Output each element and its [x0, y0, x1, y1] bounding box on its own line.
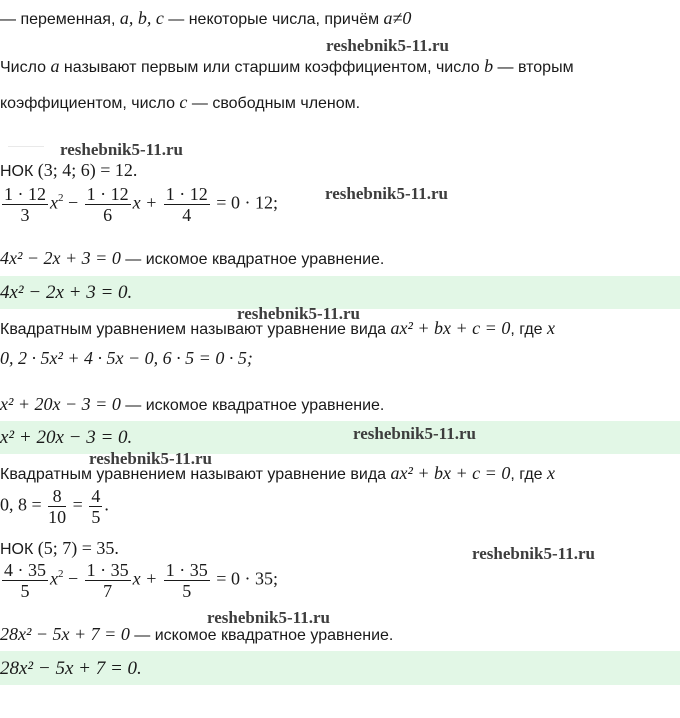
numerator: 4 — [91, 486, 101, 506]
watermark: reshebnik5-11.ru — [472, 544, 595, 563]
watermark: reshebnik5-11.ru — [207, 608, 330, 627]
text: — искомое квадратное уравнение. — [120, 397, 385, 414]
numerator: 1 · 35 — [86, 560, 129, 580]
text: Квадратным уравнением называют уравнение вида — [0, 321, 391, 338]
text: — вторым — [493, 59, 574, 76]
divider — [8, 146, 44, 147]
answer-2: x² + 20x − 3 = 0. — [0, 427, 133, 448]
equation: ax² + bx + c = 0 — [390, 318, 511, 338]
numerator: 1 · 12 — [86, 184, 129, 204]
fraction — [2, 560, 48, 601]
op: = — [72, 494, 83, 515]
result-line-3 — [0, 624, 393, 646]
text: — переменная, — [0, 11, 120, 28]
equation-2: 0, 2 · 5x² + 4 · 5x − 0, 6 · 5 = 0 · 5; — [0, 348, 253, 368]
watermark: reshebnik5-11.ru — [89, 449, 212, 468]
equation: x² + 20x − 3 = 0 — [0, 394, 121, 414]
fraction — [164, 184, 210, 225]
lcm-label: НОК — [0, 541, 34, 558]
fraction — [48, 486, 66, 527]
numerator: 1 · 35 — [165, 560, 208, 580]
condition: a≠0 — [383, 8, 412, 28]
lcm-expr: (5; 7) = 35. — [37, 538, 119, 558]
text: коэффициентом, число — [0, 95, 180, 112]
watermark: reshebnik5-11.ru — [60, 140, 183, 159]
punct: . — [104, 494, 109, 515]
text: называют первым или старшим коэффициентом, число — [59, 59, 485, 76]
result-line-2 — [0, 394, 384, 416]
result-line-1 — [0, 248, 384, 270]
decimal-conversion — [0, 486, 109, 527]
numerator: 1 · 12 — [165, 184, 208, 204]
lcm-label: НОК — [0, 163, 34, 180]
var: x + — [132, 568, 158, 589]
definition-line-2 — [0, 92, 360, 114]
var: b — [484, 56, 494, 76]
equation-3: $\frac{4 \cdot 35}{5}$ $x^2$ − $\frac{1 \cdot 35}{7}$ x + $\frac{1 \cdot 35}{5}$ = 0 · 35; — [4, 560, 278, 601]
fraction — [89, 486, 102, 527]
op: − — [68, 192, 79, 213]
numerator: 8 — [48, 486, 66, 507]
watermark: reshebnik5-11.ru — [237, 304, 360, 323]
answer-1: 4x² − 2x + 3 = 0. — [0, 282, 133, 303]
lcm-expr: (3; 4; 6) = 12. — [37, 160, 138, 180]
denominator: 10 — [48, 507, 67, 527]
text: Число — [0, 59, 51, 76]
denominator: 6 — [103, 205, 113, 225]
watermark: reshebnik5-11.ru — [326, 36, 449, 55]
definition-line — [0, 56, 574, 78]
text: — искомое квадратное уравнение. — [120, 251, 385, 268]
var: c — [179, 92, 188, 112]
lcm-line-1 — [0, 160, 137, 182]
fraction — [85, 184, 131, 225]
text: — свободным членом. — [187, 95, 361, 112]
answer-3: 28x² − 5x + 7 = 0. — [0, 658, 142, 679]
equation: ax² + bx + c = 0 — [390, 463, 511, 483]
denominator: 5 — [182, 581, 192, 601]
vars: a, b, c — [119, 8, 164, 28]
denominator: 4 — [182, 205, 192, 225]
denominator: 3 — [20, 205, 30, 225]
var: x + — [132, 192, 158, 213]
var: x — [547, 318, 556, 338]
text: , где — [510, 321, 548, 338]
equation-1: $\frac{1 \cdot 12}{3}$ $x^2$ − $\frac{1 \cdot 12}{6}$ x + $\frac{1 \cdot 12}{4}$ = 0 · 12; — [4, 184, 278, 225]
var: x — [50, 568, 58, 589]
text: — искомое квадратное уравнение. — [129, 627, 394, 644]
equation: 4x² − 2x + 3 = 0 — [0, 248, 121, 268]
denominator: 7 — [103, 581, 113, 601]
watermark: reshebnik5-11.ru — [325, 184, 448, 203]
lcm-line-2 — [0, 538, 119, 560]
text: Квадратным уравнением называют уравнение вида — [0, 466, 391, 483]
var: x — [50, 192, 58, 213]
fraction — [164, 560, 210, 601]
op: − — [68, 568, 79, 589]
fraction — [2, 184, 48, 225]
numerator: 1 · 12 — [4, 184, 46, 204]
denominator: 5 — [91, 507, 101, 527]
watermark: reshebnik5-11.ru — [353, 424, 476, 443]
denominator: 5 — [20, 581, 30, 601]
text: — некоторые числа, причём — [163, 11, 384, 28]
fraction — [85, 560, 131, 601]
lhs: 0, 8 = — [0, 494, 42, 515]
intro-line — [0, 8, 411, 30]
var: a — [50, 56, 60, 76]
text: , где — [510, 466, 548, 483]
var: x — [547, 463, 556, 483]
numerator: 4 · 35 — [4, 560, 46, 580]
rhs: = 0 · 35; — [216, 568, 278, 589]
rhs: = 0 · 12; — [216, 192, 278, 213]
equation: 28x² − 5x + 7 = 0 — [0, 624, 130, 644]
quadratic-definition-2 — [0, 463, 555, 485]
